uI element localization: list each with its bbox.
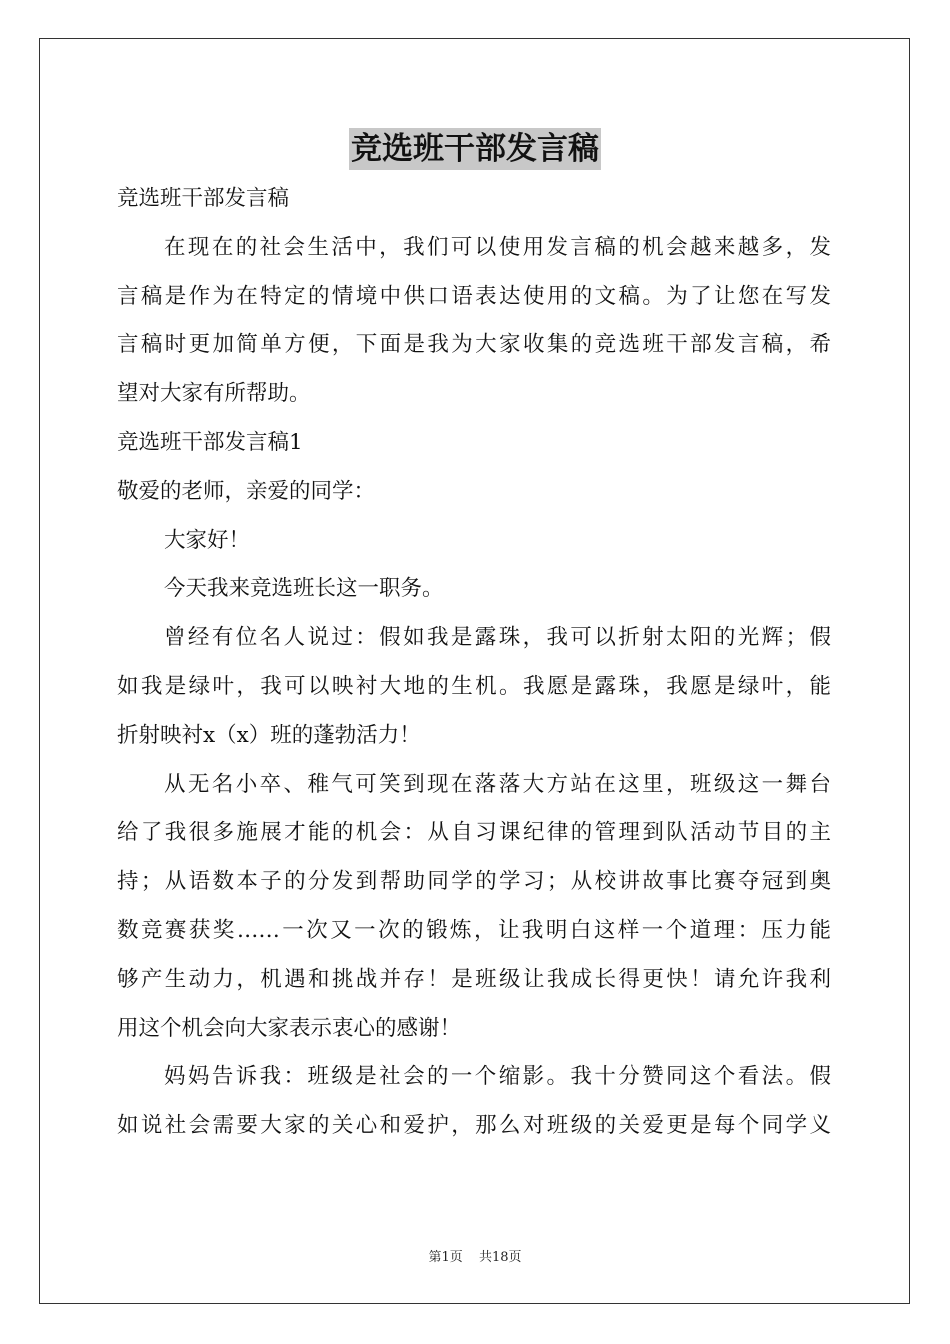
- body-line: 言稿是作为在特定的情境中供口语表达使用的文稿。为了让您在写发: [117, 283, 831, 309]
- section-heading: 竞选班干部发言稿1: [117, 429, 303, 455]
- body-line: 如说社会需要大家的关心和爱护，那么对班级的关爱更是每个同学义: [117, 1113, 831, 1139]
- body-line: 大家好！: [164, 527, 251, 553]
- body-line: 用这个机会向大家表示衷心的感谢！: [117, 1015, 462, 1041]
- page-footer: [0, 1246, 950, 1265]
- body-line: 曾经有位名人说过：假如我是露珠，我可以折射太阳的光辉；假: [164, 625, 831, 651]
- page-number: 第1页: [428, 1250, 463, 1265]
- body-line: 持；从语数本子的分发到帮助同学的学习；从校讲故事比赛夺冠到奥: [117, 869, 831, 895]
- body-line: 望对大家有所帮助。: [117, 381, 311, 407]
- body-line: 从无名小卒、稚气可笑到现在落落大方站在这里，班级这一舞台: [164, 771, 831, 797]
- document-title: 竞选班干部发言稿: [349, 128, 601, 170]
- body-line: 给了我很多施展才能的机会：从自习课纪律的管理到队活动节目的主: [117, 820, 831, 846]
- body-line: 如我是绿叶，我可以映衬大地的生机。我愿是露珠，我愿是绿叶，能: [117, 673, 831, 699]
- body-line: 言稿时更加简单方便，下面是我为大家收集的竞选班干部发言稿，希: [117, 332, 831, 358]
- body-line: 今天我来竞选班长这一职务。: [164, 576, 444, 602]
- body-line: 竞选班干部发言稿: [117, 186, 290, 211]
- body-line: 数竞赛获奖……一次又一次的锻炼，让我明白这样一个道理：压力能: [117, 917, 831, 943]
- body-line: 在现在的社会生活中，我们可以使用发言稿的机会越来越多，发: [164, 234, 831, 260]
- page-total: 共18页: [478, 1250, 522, 1265]
- body-line: 妈妈告诉我：班级是社会的一个缩影。我十分赞同这个看法。假: [164, 1064, 831, 1090]
- document-body: [117, 175, 831, 1151]
- salutation: 敬爱的老师，亲爱的同学：: [117, 478, 376, 504]
- body-line: 折射映衬x（x）班的蓬勃活力！: [117, 722, 421, 748]
- title-area: [0, 128, 950, 170]
- body-line: 够产生动力，机遇和挑战并存！是班级让我成长得更快！请允许我利: [117, 966, 831, 992]
